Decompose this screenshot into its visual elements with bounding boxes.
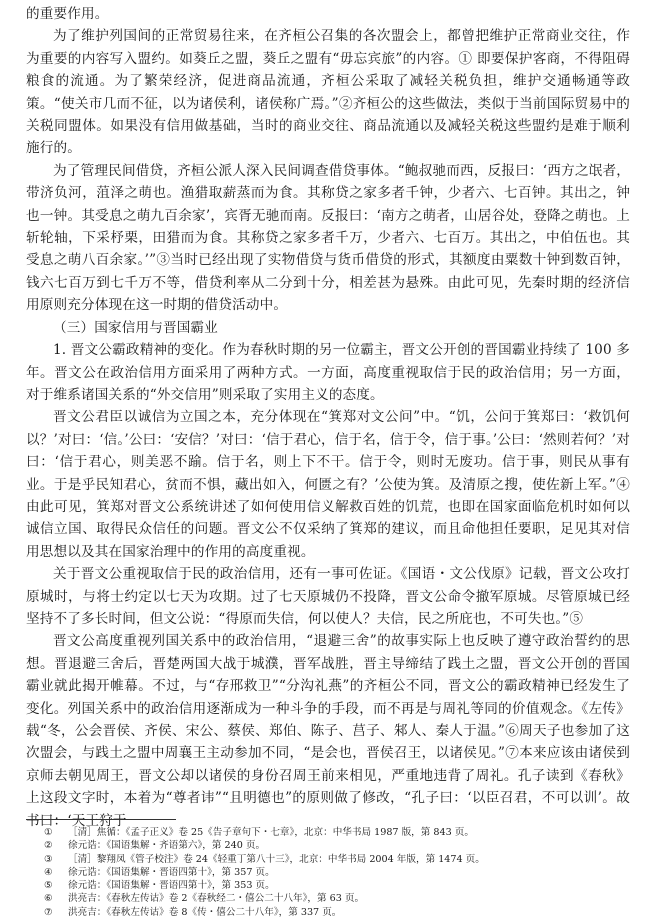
footnote-text: 洪亮吉：《春秋左传诂》卷 2《春秋经二・僖公二十八年》，第 63 页。: [68, 893, 365, 905]
footnote-text: ［清］焦循：《孟子正义》卷 25《告子章句下・七章》，北京：中华书局 1987 版，第 843 页。: [68, 827, 474, 838]
paragraph-retreat-three-she: 晋文公高度重视列国关系中的政治信用，“退避三舍”的故事实际上也反映了遵守政治誓约的思想。晋退避三舍后，晋楚两国大战于城濮，晋军战胜，晋主导缔结了践土之盟，晋文公开创的晋国霸业就此揭开帷幕。不过，与“存邢救卫”“分沟礼燕”的齐桓公不同，晋文公的霸政精神已经发生了变化。列国关系中的政治信用逐渐成为一种斗争的手段，而不再是与周礼等同的价值观念。《左传》载“冬，公会晋侯、齐侯、宋公、蔡侯、郑伯、陈子、莒子、邾人、秦人于温。”⑥周天子也参加了这次盟会，与践土之盟中周襄王主动参加不同，“是会也，晋侯召王，以诸侯见。”⑦本来应该由诸侯到京师去朝见周王，晋文公却以诸侯的身份召周王前来相见，严重地违背了周礼。孔子读到《春秋》上这段文字时，本着为“尊者讳”“且明德也”的原则做了修改，“孔子曰：‘以臣召君，不可以训’。故书曰：‘天王狩于: [26, 633, 630, 829]
footnote-text: 徐元诰：《国语集解・晋语四第十》，第 357 页。: [68, 866, 275, 878]
paragraph-jizheng-dialogue: 晋文公君臣以诚信为立国之本，充分体现在“箕郑对文公问”中。“饥，公问于箕郑曰：‘救饥何以？’对曰：‘信。’公曰：‘安信？’对曰：‘信于君心，信于名，信于令，信于事。’公曰：‘然则若何？’对曰：‘信于君心，则美恶不踰。信于名，则上下不干。信于令，则时无废功。信于事，则民从事有业。于是乎民知君心，贫而不惧，藏出如入，何匮之有？’公使为箕。及清原之搜，使佐新上军。”④由此可见，箕郑对晋文公系统讲述了如何使用信义解救百姓的饥荒，也即在国家面临危机时如何以诚信立国、取得民众信任的问题。晋文公不仅采纳了箕郑的建议，而且命他担任要职，足见其对信用思想以及其在国家治理中的作用的高度重视。: [26, 409, 630, 560]
footnote-item: [44, 839, 630, 852]
footnote-number: ⑦: [44, 906, 53, 918]
footnote-item: [44, 826, 630, 839]
footnote-text: 洪亮吉：《春秋左传诂》卷 8《传・僖公二十八年》，第 337 页。: [68, 906, 342, 918]
footnote-number: ⑥: [44, 893, 53, 905]
footnote-number: ⑤: [44, 880, 53, 892]
footnote-number: ②: [44, 840, 53, 852]
footnote-item: [44, 853, 630, 866]
footnote-text: ［清］黎翔凤《管子校注》卷 24《轻重丁第八十三》，北京：中华书局 2004 年版，第 1474 页。: [68, 853, 485, 865]
paragraph-trade-alliance: 为了维护列国间的正常贸易往来，在齐桓公召集的各次盟会上，都曾把维护正常商业交往，作为重要的内容写入盟约。如葵丘之盟，葵丘之盟有“毋忘宾旅”的内容。① 即要保护客商，不得阻碍粮食的流通。为了繁荣经济，促进商品流通，齐桓公采取了减轻关税负担，维护交通畅通等政策。“使关市几而不征，以为诸侯利，诸侯称广焉。”②齐桓公的这些做法，类似于当前国际贸易中的关税同盟体。如果没有信用做基础，当时的商业交往、商品流通以及减轻关税这些盟约是难于顺利施行的。: [26, 28, 630, 157]
footnote-item: [44, 866, 630, 879]
footnote-item: [44, 892, 630, 905]
body-text: [26, 3, 630, 832]
footnote-item: [44, 906, 630, 919]
footnote-number: ③: [44, 853, 53, 865]
paragraph-siege-of-yuan: 关于晋文公重视取信于民的政治信用，还有一事可佐证。《国语・文公伐原》记载，晋文公攻打原城时，与将士约定以七天为攻期。过了七天原城仍不投降，晋文公命令撤军原城。尽管原城已经坚持不了多长时间，但文公说：“得原而失信，何以使人？夫信，民之所庇也，不可失也。”⑤: [26, 566, 630, 627]
footnote-number: ④: [44, 866, 53, 878]
paragraph-jin-wengong-spirit: 1. 晋文公霸政精神的变化。作为春秋时期的另一位霸主，晋文公开创的晋国霸业持续了 100 多年。晋文公在政治信用方面采用了两种方式。一方面，高度重视取信于民的政治信用；另一方面，对于维系诸国关系的“外交信用”则采取了实用主义的态度。: [26, 342, 630, 403]
footnote-text: 徐元诰：《国语集解・齐语第六》，第 240 页。: [68, 840, 266, 852]
footnote-separator: [26, 819, 176, 820]
footnote-item: [44, 879, 630, 892]
section-heading: （三）国家信用与晋国霸业: [53, 319, 218, 336]
paragraph-private-lending: 为了管理民间借贷，齐桓公派人深入民间调查借贷事体。“鲍叔驰而西，反报曰：‘西方之氓者，带济负河，菹泽之萌也。渔猎取薪蒸而为食。其称贷之家多者千钟，少者六、七百钟。其出之，钟也一钟。其受息之萌九百余家’，宾胥无驰而南。反报曰：‘南方之萌者，山居谷处，登降之萌也。上斩轮轴，下采杼栗，田猎而为食。其称贷之家多者千万，少者六、七百万。其出之，中伯伍也。其受息之萌八百余家。’”③当时已经出现了实物借贷与货币借贷的形式，其额度由粟数十钟到数百钟，钱六七百万到七千万不等，借贷利率从二分到十分，相差甚为悬殊。由此可见，先秦时期的经济信用原则充分体现在这一时期的借贷活动中。: [26, 162, 630, 314]
footnote-text: 徐元诰：《国语集解・晋语四第十》，第 353 页。: [68, 880, 275, 892]
footnotes: [44, 826, 630, 919]
paragraph-continuation: 的重要作用。: [26, 6, 109, 22]
footnote-number: ①: [44, 827, 53, 838]
